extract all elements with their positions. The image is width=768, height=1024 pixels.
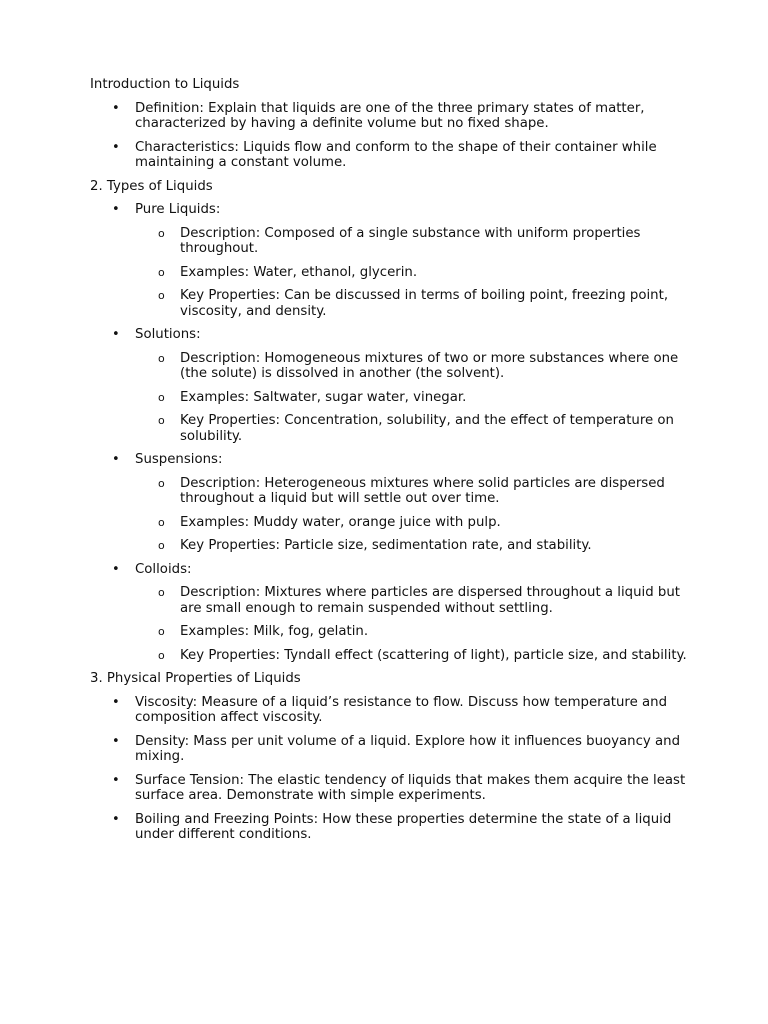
- sub-list: [135, 351, 688, 445]
- sub-item-text: Key Properties: Concentration, solubility, and the effect of temperature on solubility.: [180, 413, 674, 444]
- section-physical-properties: [90, 671, 688, 843]
- section-heading: 3. Physical Properties of Liquids: [90, 671, 301, 686]
- circle-bullet-icon: o: [158, 586, 165, 599]
- group-label: Solutions:: [135, 327, 201, 342]
- sub-item-text: Key Properties: Particle size, sedimentation rate, and stability.: [180, 538, 592, 553]
- sub-list-item: [135, 648, 688, 664]
- list-item: [90, 695, 688, 726]
- sub-item-text: Examples: Water, ethanol, glycerin.: [180, 264, 418, 280]
- sub-item-text: Examples: Saltwater, sugar water, vinegar.: [180, 389, 467, 405]
- circle-bullet-icon: o: [158, 515, 165, 529]
- list-item: [90, 734, 688, 765]
- section-types-of-liquids: [90, 179, 688, 664]
- bullet-icon: •: [112, 772, 120, 788]
- sub-item-text: Description: Composed of a single substance with uniform properties throughout.: [180, 225, 641, 256]
- circle-bullet-icon: o: [158, 625, 165, 638]
- sub-list-item: [135, 265, 688, 281]
- bullet-icon: •: [112, 100, 120, 116]
- sub-list: [135, 585, 688, 663]
- list-item-text: Definition: Explain that liquids are one of the three primary states of matter, characterized by having a definite volume but no fixed shape.: [135, 100, 645, 131]
- list-item-text: Density: Mass per unit volume of a liquid. Explore how it influences buoyancy and mixing.: [135, 733, 681, 764]
- group-label: Pure Liquids:: [135, 202, 221, 217]
- sub-list-item: [135, 390, 688, 406]
- sub-list-item: [135, 538, 688, 554]
- circle-bullet-icon: o: [158, 265, 165, 279]
- sub-list-item: [135, 476, 688, 507]
- circle-bullet-icon: o: [158, 539, 165, 552]
- bullet-icon: •: [112, 811, 120, 827]
- section-heading: 2. Types of Liquids: [90, 178, 213, 194]
- list-item-text: Boiling and Freezing Points: How these properties determine the state of a liquid under different conditions.: [135, 811, 672, 842]
- list-item-colloids: [90, 562, 688, 664]
- bullet-icon: •: [112, 561, 120, 577]
- sub-list-item: [135, 226, 688, 257]
- sub-list-item: [135, 585, 688, 616]
- sub-item-text: Description: Mixtures where particles are dispersed throughout a liquid but are small enough to remain suspended without settling.: [180, 585, 680, 616]
- list-item-text: Surface Tension: The elastic tendency of liquids that makes them acquire the least surface area. Demonstrate with simple experiments.: [135, 772, 686, 803]
- list-item: [90, 101, 688, 132]
- sub-item-text: Description: Homogeneous mixtures of two or more substances where one (the solute) is dissolved in another (the solvent).: [180, 350, 679, 381]
- sub-list-item: [135, 515, 688, 531]
- bullet-list: [90, 202, 688, 663]
- sub-list-item: [135, 351, 688, 382]
- list-item: [90, 773, 688, 804]
- sub-item-text: Examples: Muddy water, orange juice with pulp.: [180, 514, 501, 530]
- bullet-icon: •: [112, 694, 120, 710]
- bullet-list: [90, 101, 688, 171]
- sub-list-item: [135, 624, 688, 640]
- circle-bullet-icon: o: [158, 289, 165, 302]
- list-item-solutions: [90, 327, 688, 444]
- sub-item-text: Key Properties: Tyndall effect (scattering of light), particle size, and stability.: [180, 647, 687, 663]
- group-label: Colloids:: [135, 561, 192, 577]
- list-item-suspensions: [90, 452, 688, 554]
- list-item-text: Viscosity: Measure of a liquid’s resistance to flow. Discuss how temperature and composition affect viscosity.: [135, 694, 668, 725]
- sub-list: [135, 226, 688, 320]
- circle-bullet-icon: o: [158, 648, 165, 662]
- bullet-icon: •: [112, 452, 120, 467]
- circle-bullet-icon: o: [158, 351, 165, 365]
- circle-bullet-icon: o: [158, 414, 165, 427]
- bullet-icon: •: [112, 733, 120, 749]
- circle-bullet-icon: o: [158, 476, 165, 490]
- sub-list-item: [135, 288, 688, 319]
- bullet-list: [90, 695, 688, 843]
- sub-item-text: Key Properties: Can be discussed in terms of boiling point, freezing point, viscosity, and density.: [180, 288, 669, 319]
- bullet-icon: •: [112, 327, 120, 342]
- group-label: Suspensions:: [135, 452, 223, 467]
- list-item-pure-liquids: [90, 202, 688, 319]
- circle-bullet-icon: o: [158, 226, 165, 240]
- section-heading: Introduction to Liquids: [90, 77, 240, 92]
- list-item: [90, 140, 688, 171]
- list-item: [90, 812, 688, 843]
- sub-item-text: Examples: Milk, fog, gelatin.: [180, 624, 369, 639]
- section-introduction: [90, 77, 688, 171]
- bullet-icon: •: [112, 139, 120, 155]
- circle-bullet-icon: o: [158, 390, 165, 404]
- sub-list-item: [135, 413, 688, 444]
- sub-list: [135, 476, 688, 554]
- bullet-icon: •: [112, 202, 120, 217]
- sub-item-text: Description: Heterogeneous mixtures where solid particles are dispersed throughout a liquid but will settle out over time.: [180, 475, 665, 506]
- list-item-text: Characteristics: Liquids flow and conform to the shape of their container while maintaining a constant volume.: [135, 139, 657, 170]
